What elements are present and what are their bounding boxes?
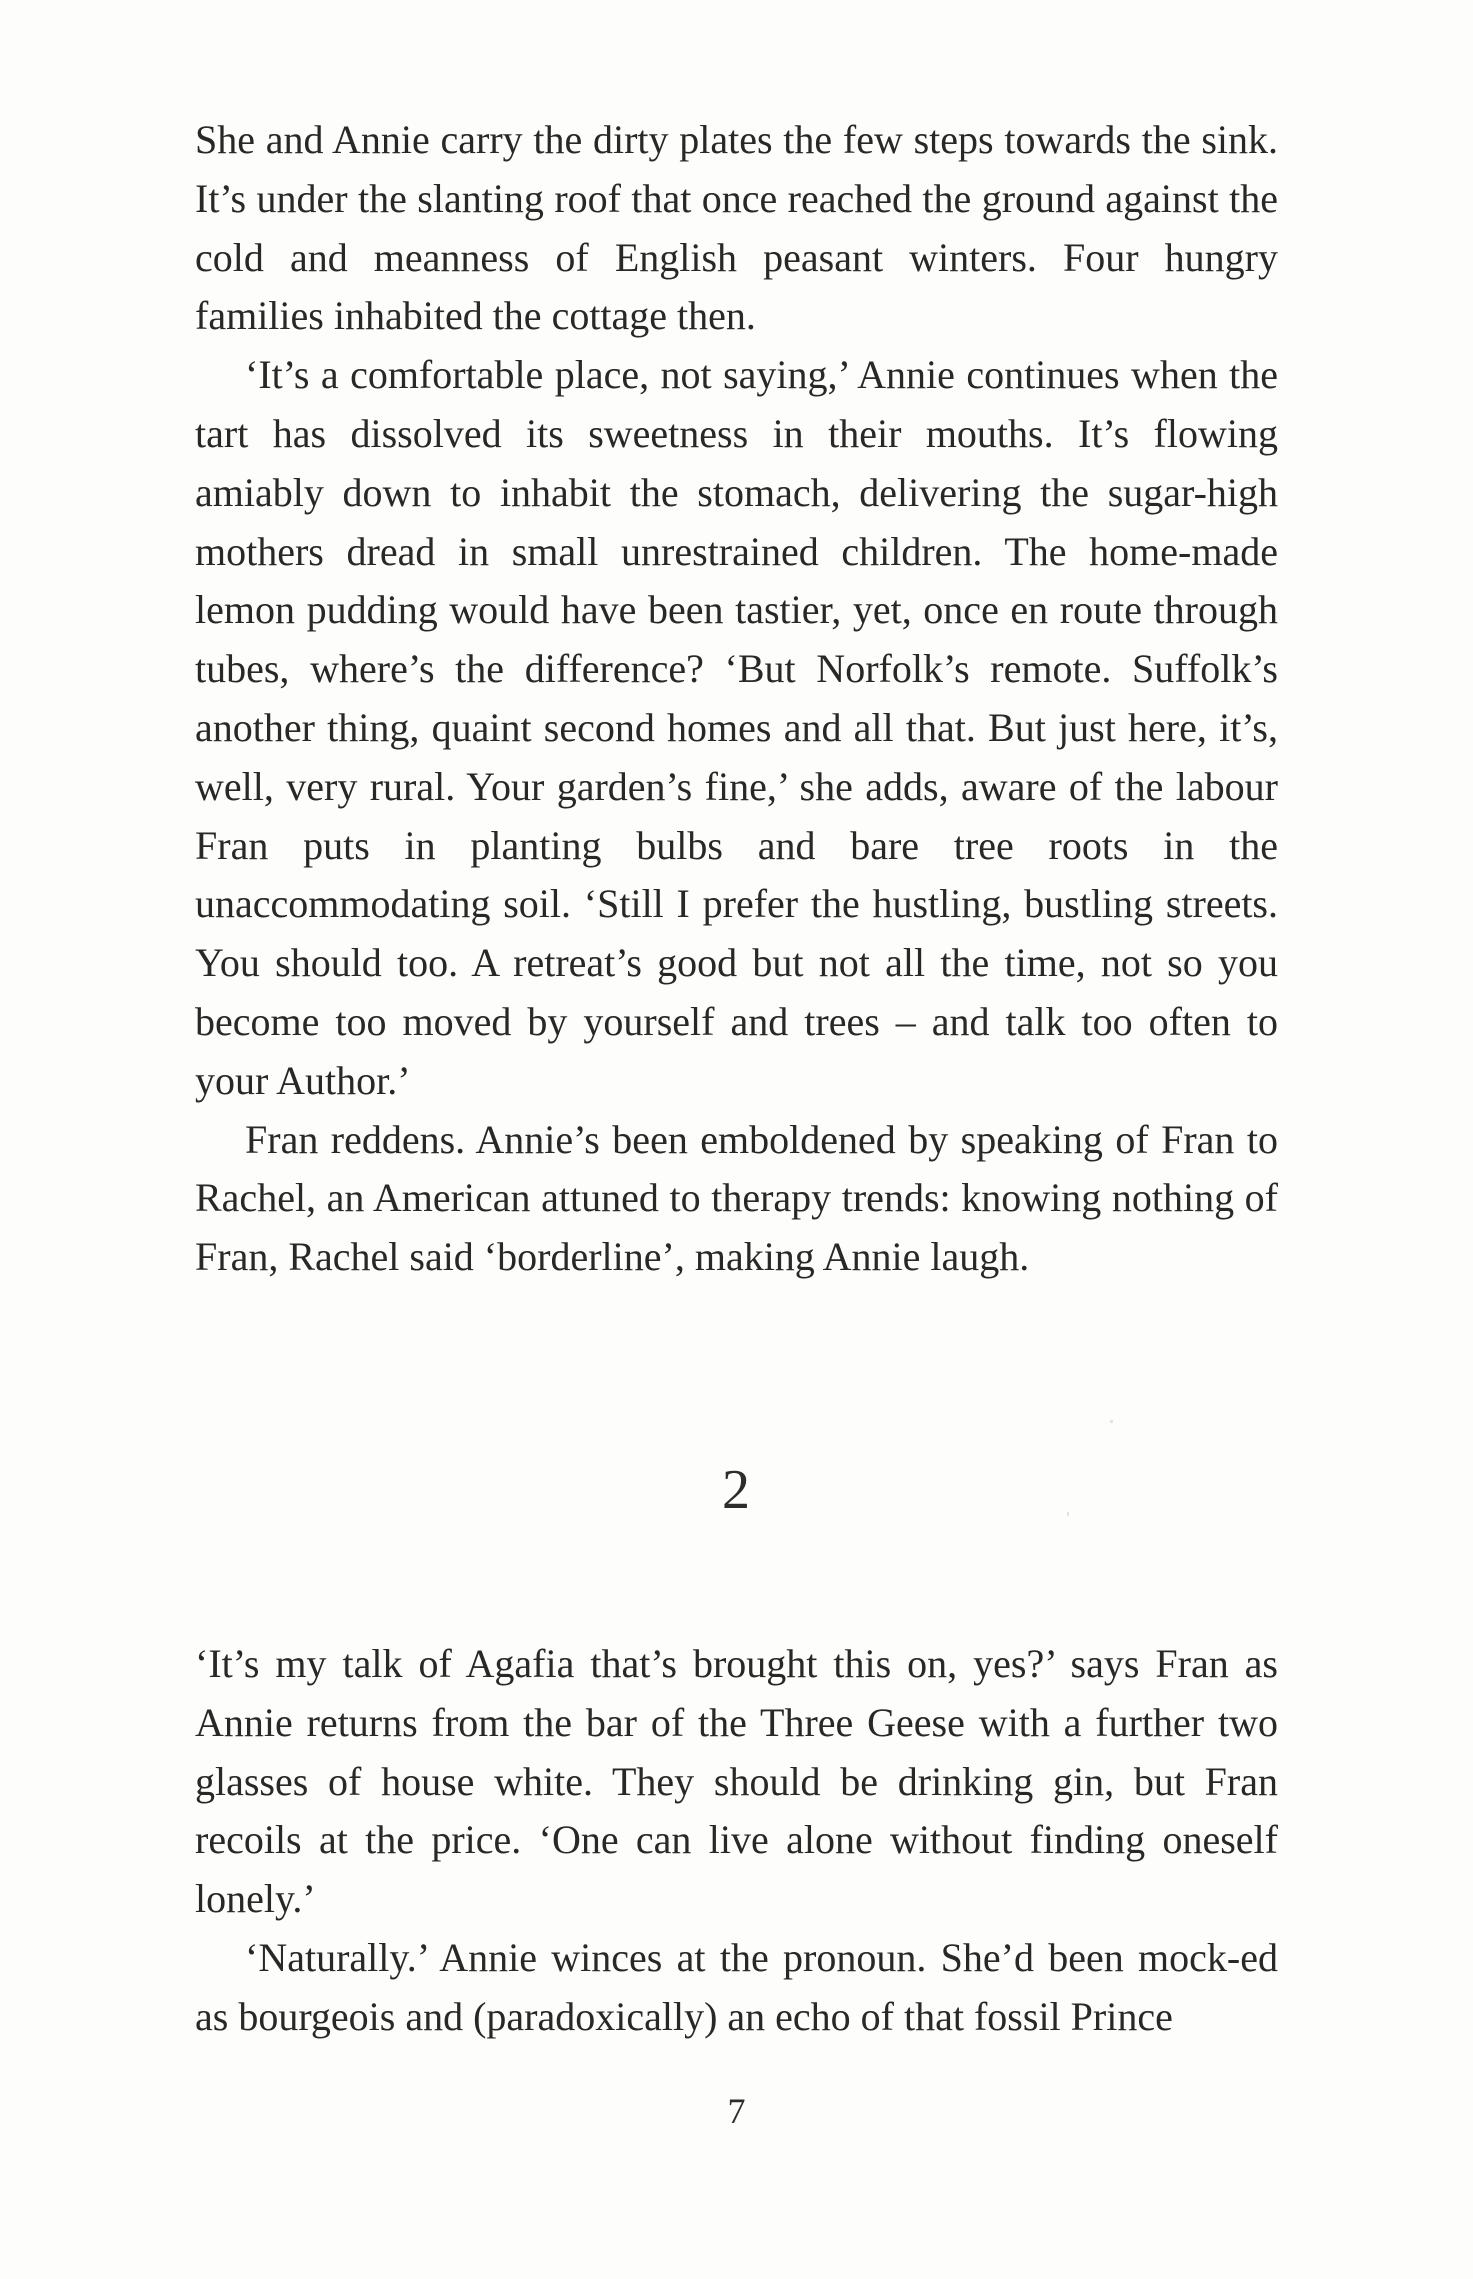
scan-speck (1067, 1512, 1069, 1516)
page-number: 7 (727, 2091, 746, 2131)
paragraph: Fran reddens. Annie’s been emboldened by speaking of Fran to Rachel, an American attuned to therapy trends: knowing nothing of Fran, Rachel said ‘borderline’, making Annie laugh. (195, 1116, 1278, 1280)
paragraph: ‘It’s my talk of Agafia that’s brought this on, yes?’ says Fran as Annie returns from the bar of the Three Geese with a further two glasses of house white. They should be drinking gin, but Fran recoils at the price. ‘One can live alone without finding oneself lonely.’ (195, 1641, 1278, 1922)
paragraph: She and Annie carry the dirty plates the few steps towards the sink. It’s under the slanting roof that once reached the ground against the cold and meanness of English peasant winters. Four hungry families inhabited the cottage then. (195, 117, 1278, 339)
paragraph: ‘It’s a comfortable place, not saying,’ Annie continues when the tart has dissolved its sweetness in their mouths. It’s flowing amiably down to inhabit the stomach, delivering the sugar-high mothers dread in small unrestrained children. The home-made lemon pudding would have been tastier, yet, once en route through tubes, where’s the difference? ‘But Norfolk’s remote. Suffolk’s another thing, quaint second homes and all that. But just here, it’s, well, very rural. Your garden’s fine,’ she adds, aware of the labour Fran puts in planting bulbs and bare tree roots in the unaccommodating soil. ‘Still I prefer the hustling, bustling streets. You should too. A retreat’s good but not all the time, not so you become too moved by yourself and trees – and talk too often to your Author.’ (195, 352, 1278, 1103)
chapter-number: 2 (722, 1459, 751, 1521)
paragraph: ‘Naturally.’ Annie winces at the pronoun. She’d been mock-ed as bourgeois and (paradoxically) an echo of that fossil Prince (195, 1934, 1278, 2039)
section-one-text (195, 111, 1278, 1287)
section-two-text (195, 1635, 1278, 2047)
scan-speck (1110, 1420, 1113, 1423)
